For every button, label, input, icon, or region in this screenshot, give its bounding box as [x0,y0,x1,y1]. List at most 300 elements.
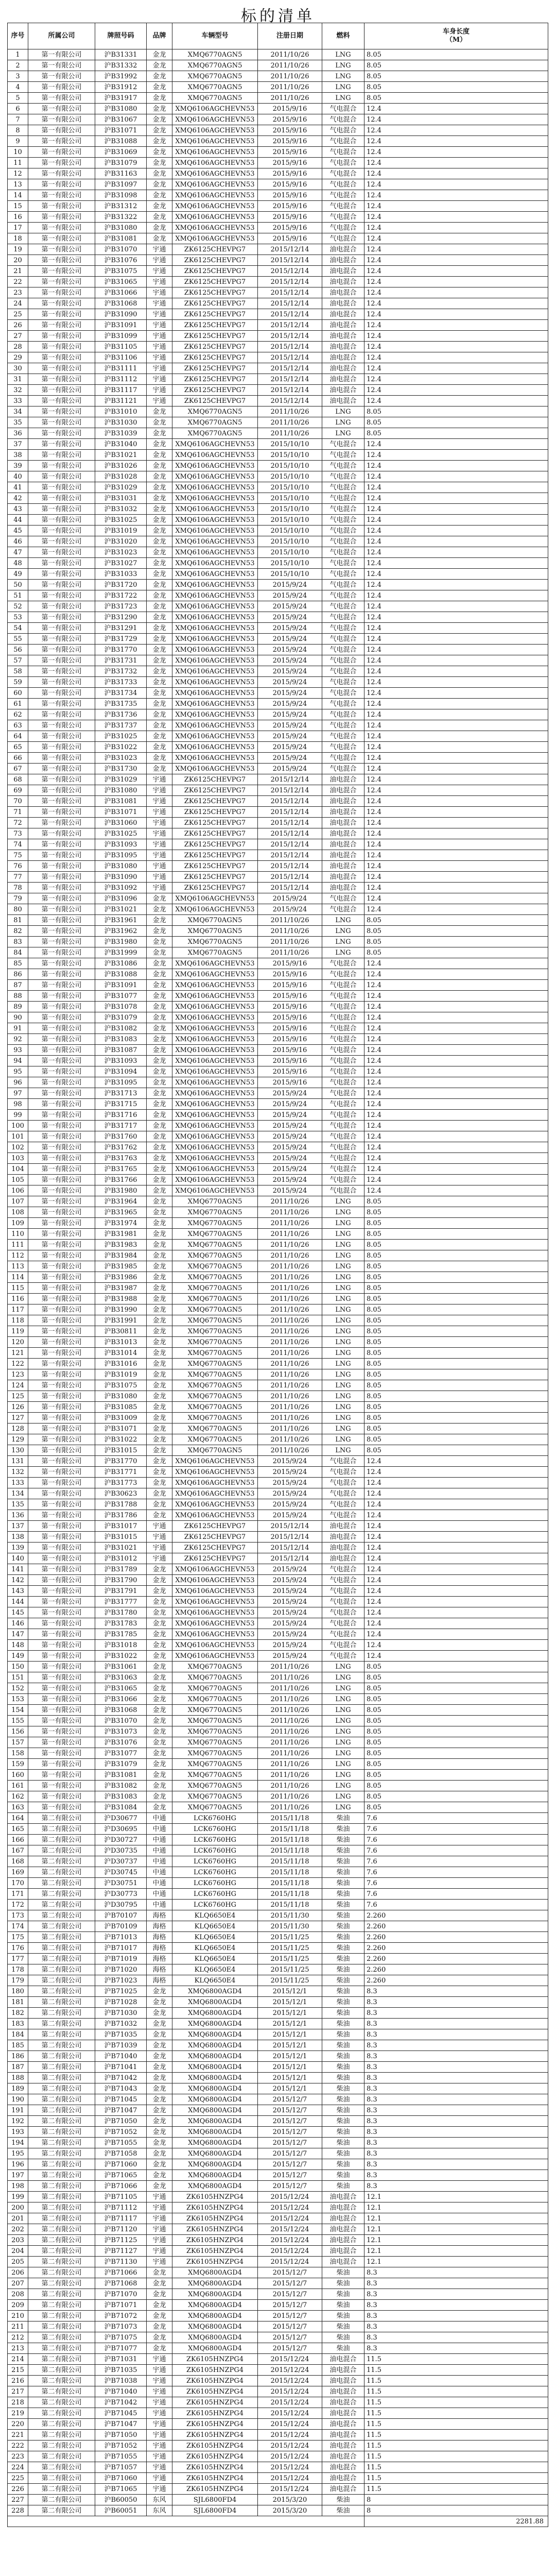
row-model: ZK6125CHEVPG7 [172,1543,258,1553]
row-fuel: 气电混合 [322,1164,364,1175]
row-date: 2011/10/26 [258,1348,322,1359]
table-row [8,1672,548,1683]
row-plate: 沪B71117 [95,2213,147,2224]
table-row [8,1575,548,1586]
row-length: 12.4 [364,147,548,158]
row-model: KLQ6650E4 [172,1943,258,1954]
row-model: XMQ6800AGD4 [172,2332,258,2343]
row-plate: 沪B31290 [95,612,147,623]
row-brand: 金龙 [147,547,172,558]
row-company: 第一有限公司 [28,645,95,655]
row-date: 2011/10/26 [258,1802,322,1813]
row-model: ZK6125CHEVPG7 [172,839,258,850]
row-length: 12.4 [364,753,548,764]
table-row [8,1250,548,1261]
row-length: 12.4 [364,461,548,471]
row-plate: 沪B31080 [95,223,147,233]
row-model: XMQ6770AGN5 [172,1283,258,1294]
row-model: ZK6125CHEVPG7 [172,385,258,396]
row-date: 2015/12/14 [258,807,322,818]
table-row [8,1272,548,1283]
row-fuel: 油电混合 [322,2365,364,2376]
row-brand: 金龙 [147,1640,172,1651]
row-fuel: LNG [322,926,364,937]
row-brand: 宇通 [147,2462,172,2473]
row-company: 第一有限公司 [28,634,95,645]
row-length: 12.4 [364,1456,548,1467]
table-row [8,417,548,428]
row-fuel: 气电混合 [322,904,364,915]
table-row [8,233,548,244]
row-plate: 沪D30795 [95,1900,147,1910]
row-length: 11.5 [364,2473,548,2484]
row-length: 8.3 [364,2311,548,2321]
table-row [8,363,548,374]
row-index: 48 [8,558,28,569]
row-model: XMQ6106AGCHEVN53 [172,515,258,526]
table-row [8,2321,548,2332]
row-model: XMQ6800AGD4 [172,2040,258,2051]
row-date: 2015/12/24 [258,2473,322,2484]
row-brand: 海格 [147,1932,172,1943]
row-plate: 沪B31065 [95,1683,147,1694]
row-index: 149 [8,1651,28,1662]
row-fuel: LNG [322,1218,364,1229]
row-company: 第一有限公司 [28,1683,95,1694]
row-brand: 金龙 [147,158,172,168]
row-fuel: 气电混合 [322,1607,364,1618]
row-length: 8.05 [364,1737,548,1748]
row-index: 10 [8,147,28,158]
table-row [8,558,548,569]
row-plate: 沪B31081 [95,796,147,807]
row-brand: 金龙 [147,104,172,114]
row-model: XMQ6800AGD4 [172,2300,258,2311]
row-company: 第一有限公司 [28,1662,95,1672]
row-company: 第一有限公司 [28,471,95,482]
row-date: 2015/12/14 [258,342,322,352]
row-length: 8.05 [364,1726,548,1737]
row-fuel: 柴油 [322,1932,364,1943]
row-length: 12.4 [364,904,548,915]
row-date: 2015/10/10 [258,471,322,482]
row-company: 第二有限公司 [28,2094,95,2105]
row-company: 第一有限公司 [28,720,95,731]
row-index: 217 [8,2386,28,2397]
row-index: 88 [8,991,28,1002]
row-index: 89 [8,1002,28,1012]
row-date: 2011/10/26 [258,1337,322,1348]
row-brand: 金龙 [147,233,172,244]
row-date: 2015/12/14 [258,396,322,406]
row-plate: 沪B31735 [95,699,147,709]
row-plate: 沪B31730 [95,764,147,774]
row-brand: 金龙 [147,1488,172,1499]
row-date: 2015/9/16 [258,114,322,125]
row-date: 2015/9/16 [258,1045,322,1056]
row-fuel: 气电混合 [322,1034,364,1045]
row-company: 第一有限公司 [28,558,95,569]
row-plate: 沪B71035 [95,2365,147,2376]
table-row [8,774,548,785]
row-index: 177 [8,1954,28,1964]
row-brand: 金龙 [147,1672,172,1683]
row-index: 201 [8,2213,28,2224]
row-plate: 沪B31777 [95,1597,147,1607]
row-model: XMQ6106AGCHEVN53 [172,655,258,666]
row-brand: 中通 [147,1845,172,1856]
row-fuel: 油电混合 [322,2257,364,2267]
row-model: XMQ6800AGD4 [172,2062,258,2073]
row-fuel: 油电混合 [322,385,364,396]
row-company: 第一有限公司 [28,1413,95,1423]
row-index: 199 [8,2192,28,2202]
row-brand: 金龙 [147,536,172,547]
row-model: XMQ6800AGD4 [172,2008,258,2019]
row-fuel: 柴油 [322,2148,364,2159]
row-plate: 沪B31091 [95,980,147,991]
row-length: 8.05 [364,49,548,60]
row-brand: 金龙 [147,1196,172,1207]
row-plate: 沪B31790 [95,1575,147,1586]
row-company: 第一有限公司 [28,1359,95,1369]
row-date: 2015/12/1 [258,1997,322,2008]
row-index: 1 [8,49,28,60]
row-plate: 沪B31090 [95,872,147,883]
row-company: 第一有限公司 [28,872,95,883]
row-date: 2015/12/1 [258,2051,322,2062]
row-plate: 沪B31015 [95,1445,147,1456]
row-date: 2015/9/16 [258,1002,322,1012]
row-model: XMQ6106AGCHEVN53 [172,558,258,569]
row-fuel: 油电混合 [322,2430,364,2441]
row-plate: 沪B31720 [95,580,147,590]
row-fuel: 气电混合 [322,709,364,720]
row-index: 105 [8,1175,28,1185]
row-index: 92 [8,1034,28,1045]
row-date: 2011/10/26 [258,1294,322,1304]
row-length: 7.6 [364,1845,548,1856]
row-date: 2011/10/26 [258,947,322,958]
row-index: 131 [8,1456,28,1467]
row-plate: 沪B71032 [95,2019,147,2029]
row-plate: 沪B31070 [95,1716,147,1726]
table-row [8,1759,548,1770]
row-brand: 金龙 [147,1077,172,1088]
table-row [8,1521,548,1532]
row-fuel: 气电混合 [322,482,364,493]
row-brand: 金龙 [147,1478,172,1488]
row-brand: 金龙 [147,1023,172,1034]
row-company: 第二有限公司 [28,1921,95,1932]
row-index: 189 [8,2083,28,2094]
row-date: 2015/9/24 [258,1088,322,1099]
row-index: 91 [8,1023,28,1034]
row-company: 第二有限公司 [28,2505,95,2516]
row-plate: 沪B71070 [95,2289,147,2300]
row-brand: 宇通 [147,2430,172,2441]
row-company: 第一有限公司 [28,1651,95,1662]
row-plate: 沪B71105 [95,2192,147,2202]
row-plate: 沪B71130 [95,2257,147,2267]
header-index: 序号 [8,23,28,49]
row-date: 2011/10/26 [258,1240,322,1250]
row-length: 12.4 [364,1575,548,1586]
row-fuel: 气电混合 [322,461,364,471]
row-index: 27 [8,331,28,342]
row-plate: 沪B31077 [95,1748,147,1759]
row-company: 第二有限公司 [28,2170,95,2181]
row-brand: 金龙 [147,645,172,655]
row-company: 第二有限公司 [28,1910,95,1921]
row-index: 53 [8,612,28,623]
row-date: 2015/9/24 [258,1110,322,1121]
row-model: XMQ6106AGCHEVN53 [172,1456,258,1467]
row-company: 第一有限公司 [28,742,95,753]
row-fuel: 气电混合 [322,969,364,980]
table-row [8,1185,548,1196]
table-row [8,2073,548,2083]
row-index: 155 [8,1716,28,1726]
table-row [8,374,548,385]
row-company: 第一有限公司 [28,1521,95,1532]
table-row [8,1553,548,1564]
row-model: XMQ6106AGCHEVN53 [172,753,258,764]
row-length: 2.260 [364,1921,548,1932]
row-brand: 金龙 [147,1456,172,1467]
table-row [8,883,548,893]
row-brand: 金龙 [147,2094,172,2105]
row-index: 96 [8,1077,28,1088]
row-company: 第一有限公司 [28,82,95,93]
row-company: 第一有限公司 [28,547,95,558]
row-date: 2015/12/24 [258,2235,322,2246]
table-row [8,991,548,1002]
table-row [8,601,548,612]
table-row [8,266,548,277]
row-length: 12.4 [364,352,548,363]
row-date: 2015/12/7 [258,2127,322,2138]
row-date: 2015/9/24 [258,904,322,915]
row-model: XMQ6770AGN5 [172,1369,258,1380]
row-date: 2011/10/26 [258,1770,322,1781]
row-brand: 金龙 [147,1759,172,1770]
row-index: 45 [8,526,28,536]
row-company: 第一有限公司 [28,1023,95,1034]
row-date: 2015/9/24 [258,645,322,655]
row-company: 第一有限公司 [28,969,95,980]
row-index: 30 [8,363,28,374]
table-row [8,2040,548,2051]
row-index: 56 [8,645,28,655]
row-date: 2015/12/14 [258,277,322,287]
row-date: 2011/10/26 [258,1369,322,1380]
row-model: XMQ6106AGCHEVN53 [172,580,258,590]
table-row [8,1088,548,1099]
row-fuel: 气电混合 [322,1510,364,1521]
table-row [8,82,548,93]
row-model: ZK6125CHEVPG7 [172,1532,258,1543]
row-plate: 沪B31071 [95,1423,147,1434]
row-date: 2015/12/7 [258,2170,322,2181]
row-model: XMQ6106AGCHEVN53 [172,1023,258,1034]
row-company: 第一有限公司 [28,320,95,331]
row-date: 2015/9/16 [258,1056,322,1066]
table-row [8,1770,548,1781]
row-length: 8.3 [364,2094,548,2105]
row-brand: 金龙 [147,1564,172,1575]
row-company: 第一有限公司 [28,601,95,612]
table-row [8,1077,548,1088]
row-plate: 沪B31095 [95,850,147,861]
row-model: XMQ6106AGCHEVN53 [172,623,258,634]
row-brand: 金龙 [147,1705,172,1716]
row-plate: 沪B71055 [95,2451,147,2462]
row-plate: 沪B31986 [95,1272,147,1283]
row-brand: 宇通 [147,2202,172,2213]
row-model: XMQ6770AGN5 [172,1705,258,1716]
table-row [8,1315,548,1326]
row-model: XMQ6106AGCHEVN53 [172,1467,258,1478]
row-index: 144 [8,1597,28,1607]
row-date: 2015/12/1 [258,2073,322,2083]
row-index: 70 [8,796,28,807]
row-length: 2.260 [364,1964,548,1975]
row-fuel: 气电混合 [322,1110,364,1121]
row-date: 2015/10/10 [258,439,322,450]
row-model: XMQ6800AGD4 [172,2083,258,2094]
row-fuel: LNG [322,1304,364,1315]
table-row [8,1229,548,1240]
row-index: 151 [8,1672,28,1683]
row-model: KLQ6650E4 [172,1932,258,1943]
row-model: XMQ6106AGCHEVN53 [172,526,258,536]
row-brand: 金龙 [147,82,172,93]
row-fuel: 柴油 [322,1835,364,1845]
row-company: 第二有限公司 [28,2278,95,2289]
row-plate: 沪B31717 [95,1121,147,1131]
row-brand: 宇通 [147,2235,172,2246]
row-company: 第二有限公司 [28,2008,95,2019]
table-row [8,2148,548,2159]
row-brand: 宇通 [147,861,172,872]
table-row [8,1413,548,1423]
row-date: 2015/12/14 [258,331,322,342]
row-date: 2015/10/10 [258,558,322,569]
table-row [8,147,548,158]
row-index: 46 [8,536,28,547]
row-fuel: 油电混合 [322,2397,364,2408]
row-model: ZK6125CHEVPG7 [172,244,258,255]
row-date: 2011/10/26 [258,1705,322,1716]
row-brand: 金龙 [147,1315,172,1326]
row-plate: 沪B31762 [95,1142,147,1153]
row-index: 145 [8,1607,28,1618]
row-company: 第一有限公司 [28,493,95,504]
row-length: 11.5 [364,2354,548,2365]
row-length: 8.3 [364,2051,548,2062]
row-plate: 沪B31023 [95,547,147,558]
row-date: 2015/12/14 [258,839,322,850]
row-length: 8.05 [364,1694,548,1705]
row-date: 2015/10/10 [258,547,322,558]
row-plate: 沪B31088 [95,969,147,980]
row-plate: 沪B71073 [95,2321,147,2332]
row-length: 12.4 [364,590,548,601]
row-company: 第一有限公司 [28,947,95,958]
row-brand: 金龙 [147,168,172,179]
table-row [8,1954,548,1964]
row-company: 第一有限公司 [28,699,95,709]
table-row [8,255,548,266]
row-index: 185 [8,2040,28,2051]
row-date: 2015/12/14 [258,374,322,385]
row-model: XMQ6106AGCHEVN53 [172,1088,258,1099]
row-brand: 金龙 [147,1791,172,1802]
row-length: 8.3 [364,2019,548,2029]
row-date: 2015/9/24 [258,893,322,904]
row-brand: 中通 [147,1878,172,1889]
row-date: 2011/10/26 [258,1726,322,1737]
row-model: XMQ6770AGN5 [172,1380,258,1391]
row-index: 223 [8,2451,28,2462]
row-date: 2015/12/14 [258,774,322,785]
row-date: 2015/12/24 [258,2451,322,2462]
row-plate: 沪B31771 [95,1467,147,1478]
row-index: 138 [8,1532,28,1543]
row-index: 133 [8,1478,28,1488]
row-index: 87 [8,980,28,991]
row-length: 12.4 [364,536,548,547]
row-fuel: LNG [322,915,364,926]
table-row [8,1510,548,1521]
row-plate: 沪B31009 [95,1413,147,1423]
table-row [8,2332,548,2343]
row-brand: 宇通 [147,850,172,861]
row-date: 2015/12/14 [258,1543,322,1553]
row-company: 第一有限公司 [28,1434,95,1445]
row-index: 209 [8,2300,28,2311]
row-index: 62 [8,709,28,720]
row-company: 第一有限公司 [28,926,95,937]
row-fuel: LNG [322,1445,364,1456]
row-company: 第一有限公司 [28,482,95,493]
row-date: 2015/9/24 [258,1131,322,1142]
row-brand: 宇通 [147,1521,172,1532]
row-plate: 沪B71057 [95,2462,147,2473]
row-company: 第二有限公司 [28,2138,95,2148]
row-length: 12.4 [364,818,548,828]
row-fuel: LNG [322,1240,364,1250]
row-date: 2015/12/24 [258,2386,322,2397]
row-brand: 宇通 [147,2192,172,2202]
row-length: 12.4 [364,764,548,774]
row-company: 第二有限公司 [28,2386,95,2397]
row-date: 2011/10/26 [258,1413,322,1423]
row-date: 2015/12/14 [258,850,322,861]
row-length: 8.05 [364,417,548,428]
row-fuel: 柴油 [322,2116,364,2127]
row-plate: 沪B31990 [95,1304,147,1315]
row-fuel: 气电混合 [322,1142,364,1153]
row-index: 141 [8,1564,28,1575]
row-plate: 沪B71017 [95,1943,147,1954]
row-plate: 沪B31018 [95,1640,147,1651]
row-model: XMQ6800AGD4 [172,2116,258,2127]
row-company: 第一有限公司 [28,1759,95,1770]
row-length: 12.4 [364,125,548,136]
row-index: 110 [8,1229,28,1240]
